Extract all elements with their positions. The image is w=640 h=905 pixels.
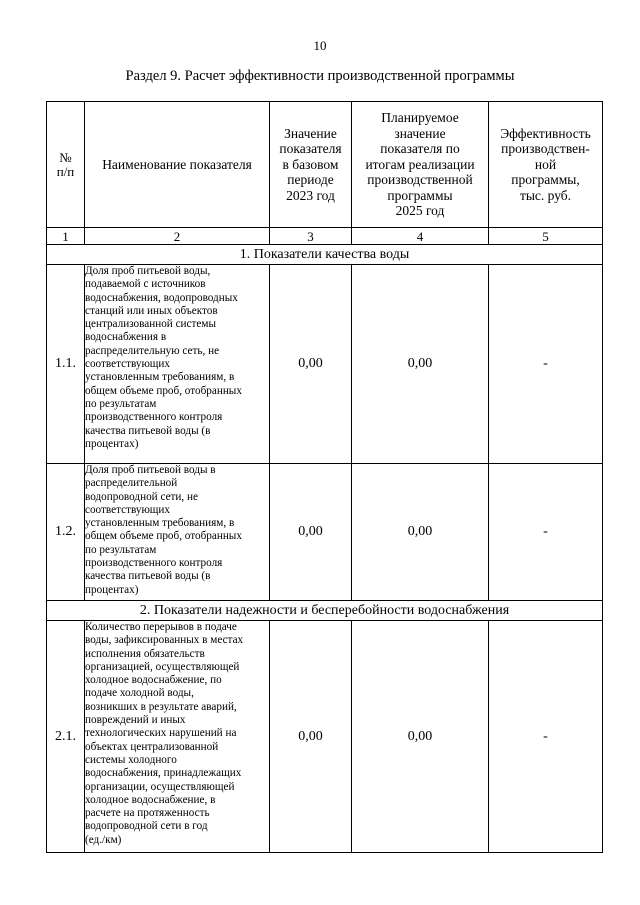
column-numbers-row (47, 228, 603, 245)
row-number: 1.2. (47, 464, 85, 601)
efficiency-value: - (489, 265, 603, 464)
planned-value: 0,00 (352, 265, 489, 464)
header-base-value-label: Значение показателя в базовом периоде 2023 год (279, 125, 342, 203)
header-planned-value-label: Планируемое значение показателя по итогам реализации производственной программы 2025 год (365, 110, 475, 219)
group-title: 1. Показатели качества воды (47, 245, 603, 265)
column-number: 5 (489, 228, 603, 245)
row-number: 2.1. (47, 621, 85, 853)
column-number: 3 (270, 228, 352, 245)
group-header-row (47, 245, 603, 265)
page-number: 10 (313, 38, 327, 53)
header-base-value (270, 102, 352, 228)
efficiency-value: - (489, 464, 603, 601)
table-row (47, 265, 603, 464)
indicator-name: Количество перерывов в подаче воды, зафиксированных в местах исполнения обязательств организацией, осуществляющей холодное водоснабжение, по подаче холодной воды, возникших в результате аварий, повреждений и иных технологических нарушений на объектах централизованной системы холодного водоснабжения, принадлежащих организации, осуществляющей холодное водоснабжение, в расчете на протяженность водопроводной сети в год (ед./км) (85, 621, 270, 853)
section-title: Раздел 9. Расчет эффективности производственной программы (125, 68, 515, 84)
header-number (47, 102, 85, 228)
group-title: 2. Показатели надежности и бесперебойности водоснабжения (47, 601, 603, 621)
efficiency-value: - (489, 621, 603, 853)
header-indicator-name-label: Наименование показателя (102, 156, 252, 172)
efficiency-table (46, 101, 603, 853)
header-row (47, 102, 603, 228)
indicator-name: Доля проб питьевой воды, подаваемой с источников водоснабжения, водопроводных станций или иных объектов централизованной системы водоснабжения в распределительную сеть, не соответствующих установленным требованиям, в общем объеме проб, отобранных по результатам производственного контроля качества питьевой воды (в процентах) (85, 265, 270, 464)
header-number-label: № п/п (56, 149, 75, 179)
column-number: 2 (85, 228, 270, 245)
header-efficiency (489, 102, 603, 228)
table-row (47, 464, 603, 601)
column-number: 4 (352, 228, 489, 245)
base-value: 0,00 (270, 621, 352, 853)
planned-value: 0,00 (352, 464, 489, 601)
header-planned-value (352, 102, 489, 228)
group-header-row (47, 601, 603, 621)
planned-value: 0,00 (352, 621, 489, 853)
indicator-name: Доля проб питьевой воды в распределительной водопроводной сети, не соответствующих установленным требованиям, в общем объеме проб, отобранных по результатам производственного контроля качества питьевой воды (в процентах) (85, 464, 270, 601)
header-efficiency-label: Эффективность производствен- ной программы, тыс. руб. (500, 125, 591, 203)
header-indicator-name (85, 102, 270, 228)
row-number: 1.1. (47, 265, 85, 464)
table-row (47, 621, 603, 853)
base-value: 0,00 (270, 464, 352, 601)
column-number: 1 (47, 228, 85, 245)
base-value: 0,00 (270, 265, 352, 464)
